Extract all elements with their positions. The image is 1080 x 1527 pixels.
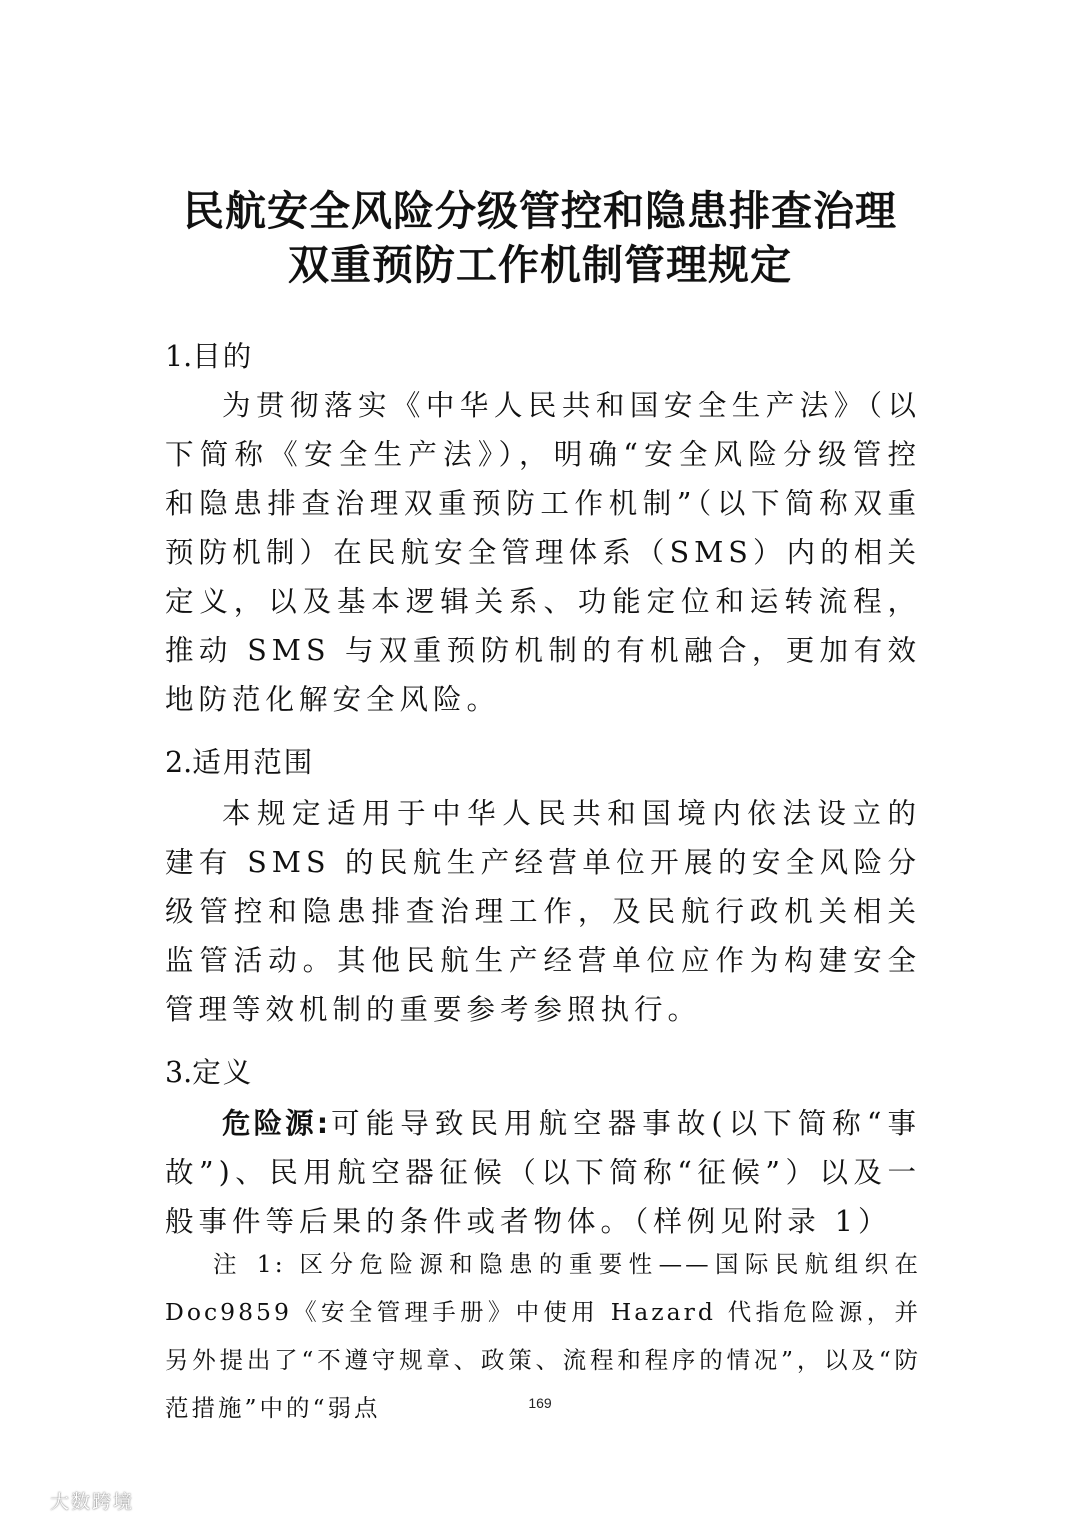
section-heading-definitions: 3.定义 xyxy=(165,1056,254,1089)
document-title-line-2: 双重预防工作机制管理规定 xyxy=(288,241,792,289)
watermark-text: 大数跨境 xyxy=(50,1491,135,1513)
section-heading-purpose: 1.目的 xyxy=(165,340,254,373)
section-heading-scope: 2.适用范围 xyxy=(165,746,315,779)
document-body xyxy=(165,332,921,1260)
section-paragraph-purpose: 为贯彻落实《中华人民共和国安全生产法》（以下简称《安全生产法》），明确“安全风险分级管控和隐患排查治理双重预防工作机制”（以下简称双重预防机制）在民航安全管理体系（SMS）内的相关定义，以及基本逻辑关系、功能定位和运转流程，推动 SMS 与双重预防机制的有机融合，更加有效地防范化解安全风险。 xyxy=(165,389,921,716)
weibo-logo-icon xyxy=(10,1489,44,1513)
page-number: 169 xyxy=(528,1395,552,1411)
definition-text: 可能导致民用航空器事故(以下简称“事故”)、民用航空器征候（以下简称“征候”）以及一般事件等后果的条件或者物体。（样例见附录 1） xyxy=(165,1107,921,1238)
watermark xyxy=(10,1487,134,1514)
footnote: 注 1: 区分危险源和隐患的重要性——国际民航组织在 Doc9859《安全管理手册》中使用 Hazard 代指危险源，并另外提出了“不遵守规章、政策、流程和程序的情况”，以及“防范措施”中的“弱点 xyxy=(165,1249,921,1422)
document-title-line-1: 民航安全风险分级管控和隐患排查治理 xyxy=(183,187,897,235)
section-paragraph-scope: 本规定适用于中华人民共和国境内依法设立的建有 SMS 的民航生产经营单位开展的安全风险分级管控和隐患排查治理工作，及民航行政机关相关监管活动。其他民航生产经营单位应作为构建安全管理等效机制的重要参考参照执行。 xyxy=(165,797,921,1026)
definition-hazard xyxy=(165,1099,921,1246)
definition-term: 危险源: xyxy=(222,1107,331,1140)
